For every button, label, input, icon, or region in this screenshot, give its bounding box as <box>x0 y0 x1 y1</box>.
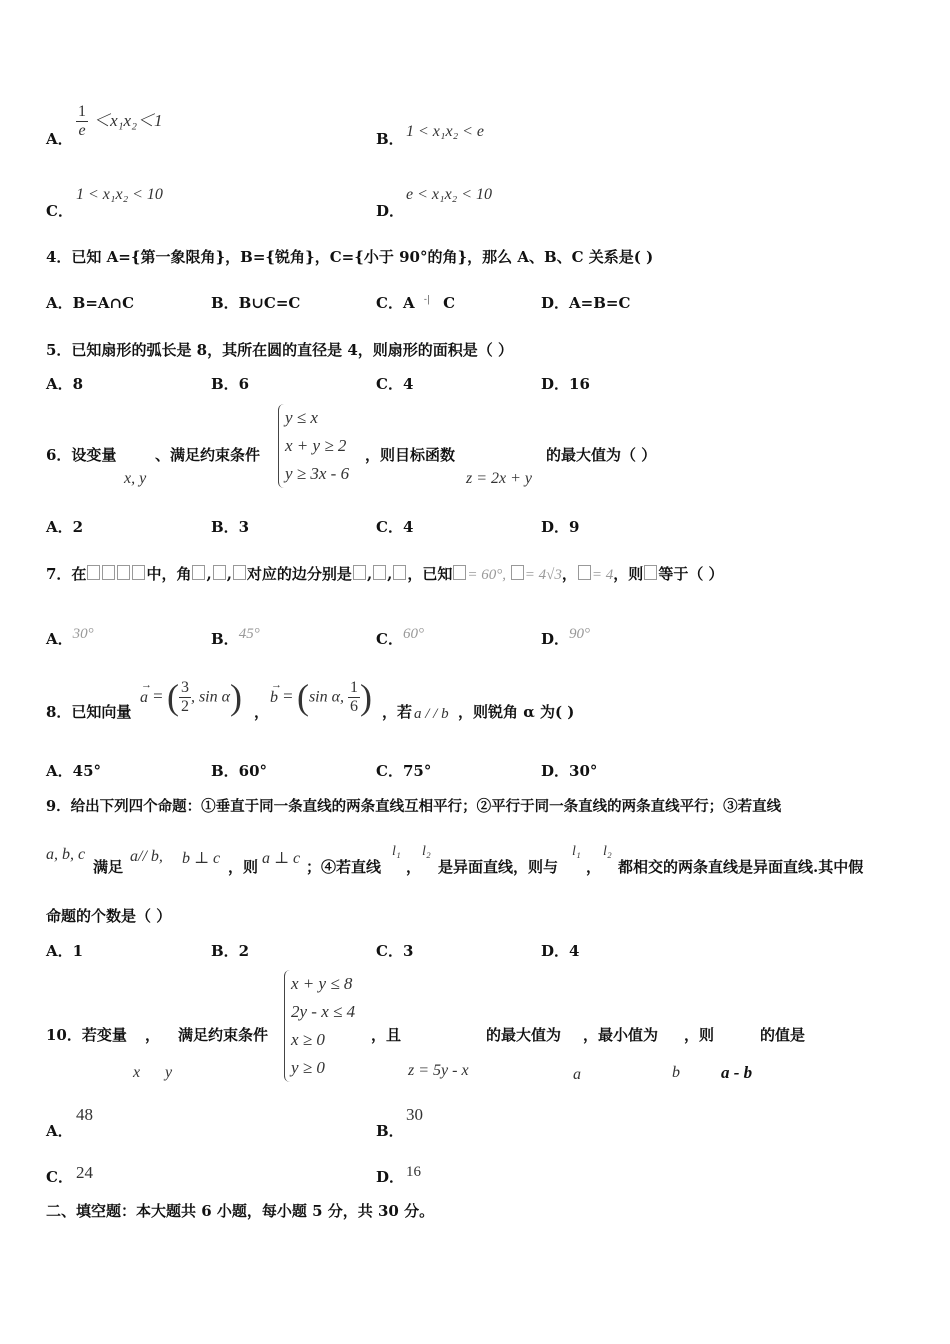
missing-glyph-icon <box>452 565 467 583</box>
q6-vars: x, y <box>124 470 147 487</box>
option-label: B． <box>376 1122 404 1140</box>
q9-t7: 都相交的两条直线是异面直线.其中假 <box>618 858 864 876</box>
q9-cond1: a// b, <box>130 848 163 865</box>
constraint: x + y ≥ 2 <box>285 436 347 455</box>
q3-option-c-expr: 1 < x₁x₂ < 10 <box>76 186 163 203</box>
q3-option-d-expr: e < x₁x₂ < 10 <box>406 186 493 203</box>
q5-option-d: D．16 <box>541 375 590 393</box>
q9-option-d: D．4 <box>541 942 580 960</box>
q10-stem-c: 满足约束条件 <box>178 1026 269 1044</box>
option-label: A． <box>46 130 73 148</box>
constraint: x ≥ 0 <box>291 1030 325 1049</box>
vector-arrow-icon: → <box>141 678 152 691</box>
vector-a-component: , sin α <box>190 688 231 706</box>
q9-t3: ；④若直线 <box>306 858 382 876</box>
missing-glyph-icon <box>577 565 592 583</box>
missing-glyph-icon <box>510 565 525 583</box>
q8-stem-b: ，若 <box>382 703 413 721</box>
q10-option-d <box>376 1166 404 1187</box>
q10-objective: z = 5y - x <box>408 1062 469 1079</box>
option-label: D． <box>376 1168 405 1186</box>
vector-a-symbol <box>140 678 152 706</box>
q8-option-a: A．45° <box>46 762 102 780</box>
missing-glyph-icon <box>643 565 658 583</box>
q10-stem-d: ，且 <box>371 1026 402 1044</box>
q9-t6: ， <box>586 858 602 876</box>
q7-stem-a: 7．在 <box>46 565 87 583</box>
q9-l1-second: l₁ <box>572 844 581 859</box>
q3-option-d <box>376 200 404 221</box>
option-label: A． <box>46 1122 73 1140</box>
q10-amb: a - b <box>721 1063 753 1082</box>
constraint: 2y - x ≤ 4 <box>291 1002 356 1021</box>
q6-option-a: A．2 <box>46 518 84 536</box>
q9-t1: 满足 <box>93 858 124 876</box>
constraint: x + y ≤ 8 <box>291 974 353 993</box>
q9-line3: 命题的个数是（ ） <box>46 907 172 925</box>
q7-option-a <box>46 626 94 649</box>
q10-var-x: x <box>133 1064 141 1081</box>
constraint: y ≥ 0 <box>291 1058 325 1077</box>
q10-stem-e: 的最大值为 <box>486 1026 562 1044</box>
q10-option-c-value: 24 <box>76 1163 93 1182</box>
section-2-heading: 二、填空题：本大题共 6 小题，每小题 5 分，共 30 分。 <box>46 1202 435 1220</box>
q10-var-b: b <box>672 1064 680 1081</box>
q4-option-d: D．A=B=C <box>541 294 631 312</box>
q6-stem-a: 6．设变量 <box>46 446 117 464</box>
option-value: 90° <box>569 626 591 642</box>
q8-option-c: C．75° <box>376 762 432 780</box>
condition-side-a: = 4√3 <box>524 567 562 583</box>
option-label: A． <box>46 630 73 648</box>
option-label: C． <box>376 630 403 648</box>
vector-b-symbol <box>270 678 282 706</box>
q8-option-b: B．60° <box>211 762 268 780</box>
q10-option-b-value: 30 <box>406 1105 423 1124</box>
option-label: C． <box>46 202 73 220</box>
q8-stem-a: 8．已知向量 <box>46 703 132 721</box>
option-text-tail: C <box>443 294 456 312</box>
q9-l1-first: l₁ <box>392 844 401 859</box>
q9-cond2: b ⊥ c <box>182 850 221 867</box>
constraint: y ≤ x <box>285 408 318 427</box>
q7-option-c <box>376 626 424 649</box>
q9-option-a: A．1 <box>46 942 84 960</box>
q6-stem-d: 的最大值为（ ） <box>546 446 657 464</box>
q3-option-a <box>46 128 73 149</box>
q10-stem-f: ，最小值为 <box>583 1026 659 1044</box>
q9-option-c: C．3 <box>376 942 414 960</box>
missing-glyph-icon: , , <box>191 565 246 583</box>
q3-option-a-expr <box>76 103 163 140</box>
q8-vector-b: b → = (sin α, $\frac{1}{6}$ ) <box>270 677 373 717</box>
subset-symbol: -| <box>423 295 430 305</box>
q6-objective: z = 2x + y <box>466 470 533 487</box>
option-label: C． <box>46 1168 73 1186</box>
option-label: D． <box>541 630 570 648</box>
missing-glyph-icon <box>86 565 146 583</box>
missing-glyph-icon: , , <box>352 565 407 583</box>
option-label: D． <box>376 202 405 220</box>
fraction-denominator: 6 <box>350 697 359 715</box>
q5-option-a: A．8 <box>46 375 84 393</box>
q9-line1: 9．给出下列四个命题：①垂直于同一条直线的两条直线互相平行；②平行于同一条直线的两条直线平行；③若直线 <box>46 798 782 815</box>
q9-t4: ， <box>406 858 422 876</box>
q3-option-b <box>376 128 404 149</box>
option-label: B． <box>211 630 239 648</box>
q7-option-d <box>541 626 590 649</box>
q9-l2-second: l₂ <box>603 844 612 859</box>
fraction-numerator: 3 <box>180 678 189 696</box>
q10-stem-b: ， <box>145 1026 161 1044</box>
q9-t2: ，则 <box>228 858 259 876</box>
q10-option-d-value: 16 <box>406 1164 421 1180</box>
constraint: y ≥ 3x - 6 <box>285 464 350 483</box>
q4-stem: 4．已知 A={第一象限角}，B={锐角}，C={小于 90°的角}，那么 A、B、C 关系是( ) <box>46 248 654 266</box>
fraction-denominator: e <box>78 122 86 139</box>
q10-var-a: a <box>573 1066 581 1083</box>
q6-option-d: D．9 <box>541 518 580 536</box>
vector-b-letter: b <box>270 688 278 706</box>
q6-stem-b: 、满足约束条件 <box>155 446 261 464</box>
q7-stem-f: 等于（ ） <box>658 565 724 583</box>
fraction-numerator: 1 <box>350 678 359 696</box>
fraction-numerator: 1 <box>78 103 86 120</box>
q10-var-y: y <box>165 1064 173 1081</box>
q7-option-b <box>211 626 260 649</box>
q9-l2-first: l₂ <box>422 844 431 859</box>
q7-stem: 7．在 中，角 , , 对应的边分别是 , , ，已知 = 60°, = 4√3， = 4，则 等于（ ） <box>46 565 724 583</box>
q5-option-b: B．6 <box>211 375 250 393</box>
q9-abc: a, b, c <box>46 846 86 863</box>
q9-cond3: a ⊥ c <box>262 850 301 867</box>
option-value: 30° <box>72 626 94 642</box>
q6-stem-c: ，则目标函数 <box>365 446 456 464</box>
q10-option-c <box>46 1166 73 1187</box>
q9-t5: 是异面直线，则与 <box>438 858 559 876</box>
q3-option-c <box>46 200 73 221</box>
vector-b-component: sin α, <box>308 688 349 706</box>
q5-stem: 5．已知扇形的弧长是 8，其所在圆的直径是 4，则扇形的面积是（ ） <box>46 341 513 359</box>
q7-stem-c: 对应的边分别是 <box>246 565 352 583</box>
q6-option-c: C．4 <box>376 518 414 536</box>
q9-option-b: B．2 <box>211 942 250 960</box>
q8-vector-a: a → = ( $\frac{3}{2}$ , sin α) <box>140 677 243 717</box>
q8-comma: ， <box>254 703 270 721</box>
q10-stem-h: 的值是 <box>760 1026 806 1044</box>
vector-arrow-icon: → <box>271 678 282 691</box>
q10-constraint-system <box>284 970 355 1082</box>
condition-angle: = 60°, <box>467 567 510 583</box>
q7-stem-e: ，则 <box>613 565 644 583</box>
option-value: 60° <box>402 626 424 642</box>
q7-stem-d: ，已知 <box>407 565 453 583</box>
vector-a-letter: a <box>140 688 148 706</box>
option-label: B． <box>376 130 404 148</box>
option-text: C．A <box>376 294 415 312</box>
q4-option-c <box>376 292 455 313</box>
q6-constraint-system <box>278 404 349 488</box>
q10-option-a-value: 48 <box>76 1105 93 1124</box>
q10-stem-g: ，则 <box>684 1026 715 1044</box>
fraction-denominator: 2 <box>180 697 189 715</box>
q6-option-b: B．3 <box>211 518 250 536</box>
q10-option-a <box>46 1120 73 1141</box>
condition-side-b: = 4 <box>591 567 614 583</box>
q10-stem-a: 10．若变量 <box>46 1026 127 1044</box>
q4-option-b: B．B∪C=C <box>211 294 301 312</box>
q4-option-a: A．B=A∩C <box>46 294 135 312</box>
q3-option-b-expr: 1 < x₁x₂ < e <box>406 123 485 140</box>
q10-option-b <box>376 1120 404 1141</box>
q5-option-c: C．4 <box>376 375 414 393</box>
inequality-text: ＜x₁x₂＜1 <box>93 111 163 130</box>
q8-parallel: a / / b <box>414 706 449 722</box>
q8-stem-c: ，则锐角 α 为( ) <box>458 703 575 721</box>
q7-stem-b: 中，角 <box>146 565 192 583</box>
option-value: 45° <box>238 626 260 642</box>
q8-option-d: D．30° <box>541 762 598 780</box>
